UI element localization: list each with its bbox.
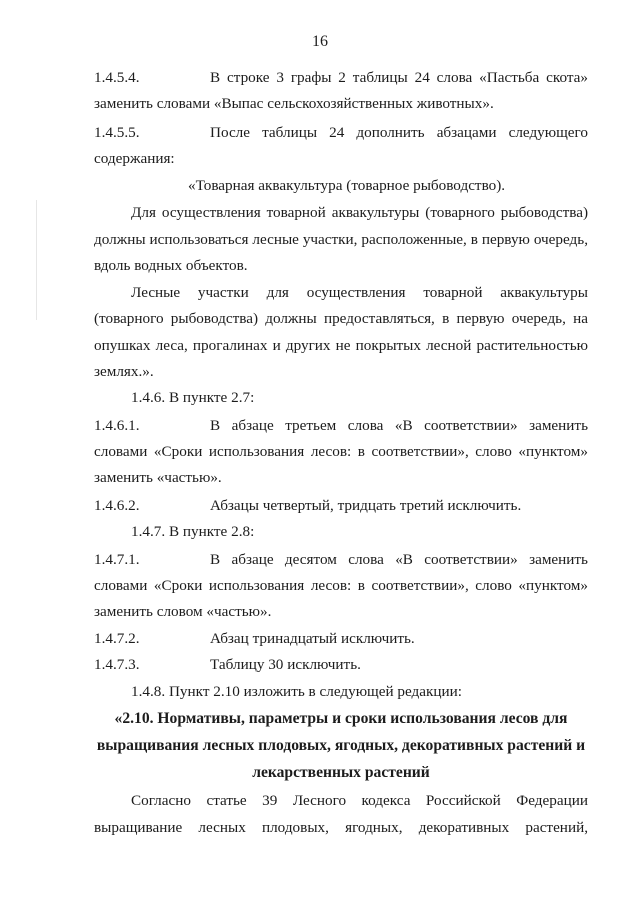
paragraph-1-line-3: вдоль водных объектов. — [94, 257, 248, 274]
item-1-4-5-4-line-2: заменить словами «Выпас сельскохозяйственных животных». — [94, 95, 494, 112]
section-heading-line-2: выращивания лесных плодовых, ягодных, декоративных растений и — [96, 737, 586, 754]
item-number: 1.4.7.1. — [94, 551, 140, 568]
item-1-4-7-2 — [94, 628, 588, 650]
item-text: В абзаце десятом слова «В соответствии» заменить — [210, 551, 588, 568]
paragraph-2-line-1: Лесные участки для осуществления товарной аквакультуры — [131, 284, 588, 301]
item-1-4-5-5-line-1 — [94, 122, 588, 144]
item-1-4-5-5-line-2: содержания: — [94, 150, 175, 167]
item-number: 1.4.5.5. — [94, 124, 140, 141]
page-number: 16 — [312, 33, 328, 50]
item-number: 1.4.6.2. — [94, 497, 140, 514]
item-1-4-7-1-line-2: словами «Сроки использования лесов: в соответствии», слово «пунктом» — [94, 577, 588, 594]
item-1-4-7-1-line-3: заменить словом «частью». — [94, 603, 272, 620]
paragraph-3-line-1: Согласно статье 39 Лесного кодекса Российской Федерации — [131, 792, 588, 809]
item-1-4-6-1-line-2: словами «Сроки использования лесов: в соответствии», слово «пунктом» — [94, 443, 588, 460]
item-1-4-6-2 — [94, 495, 588, 517]
item-number: 1.4.7.3. — [94, 656, 140, 673]
paragraph-3-line-2: выращивание лесных плодовых, ягодных, декоративных растений, — [94, 819, 588, 836]
scan-margin-line — [36, 200, 37, 320]
item-number: 1.4.7.2. — [94, 630, 140, 647]
subtitle-aquaculture: «Товарная аквакультура (товарное рыбоводство). — [188, 177, 506, 194]
item-1-4-5-4-line-1 — [94, 67, 588, 89]
item-1-4-7-1-line-1 — [94, 549, 588, 571]
item-text: Абзац тринадцатый исключить. — [210, 630, 415, 647]
item-text: В строке 3 графы 2 таблицы 24 слова «Пастьба скота» — [210, 69, 588, 86]
paragraph-2-line-3: опушках леса, прогалинах и других не покрытых лесной растительностью — [94, 337, 588, 354]
item-1-4-6-1-line-3: заменить «частью». — [94, 469, 222, 486]
item-number: 1.4.6.1. — [94, 417, 140, 434]
paragraph-2-line-2: (товарного рыбоводства) должны предоставляться, в первую очередь, на — [94, 310, 588, 327]
item-1-4-8: 1.4.8. Пункт 2.10 изложить в следующей редакции: — [131, 683, 462, 700]
item-text: В абзаце третьем слова «В соответствии» заменить — [210, 417, 588, 434]
paragraph-1-line-2: должны использоваться лесные участки, расположенные, в первую очередь, — [94, 231, 588, 248]
item-number: 1.4.5.4. — [94, 69, 140, 86]
item-text: Таблицу 30 исключить. — [210, 656, 361, 673]
paragraph-2-line-4: землях.». — [94, 363, 154, 380]
item-1-4-6-1-line-1 — [94, 415, 588, 437]
item-1-4-7: 1.4.7. В пункте 2.8: — [131, 523, 255, 540]
item-text: Абзацы четвертый, тридцать третий исключить. — [210, 497, 522, 514]
paragraph-1-line-1: Для осуществления товарной аквакультуры (товарного рыбоводства) — [131, 204, 588, 221]
section-heading-line-1: «2.10. Нормативы, параметры и сроки использования лесов для — [114, 710, 568, 727]
item-1-4-7-3 — [94, 654, 588, 676]
item-text: После таблицы 24 дополнить абзацами следующего — [210, 124, 588, 141]
section-heading-line-3: лекарственных растений — [252, 764, 430, 781]
item-1-4-6: 1.4.6. В пункте 2.7: — [131, 389, 255, 406]
